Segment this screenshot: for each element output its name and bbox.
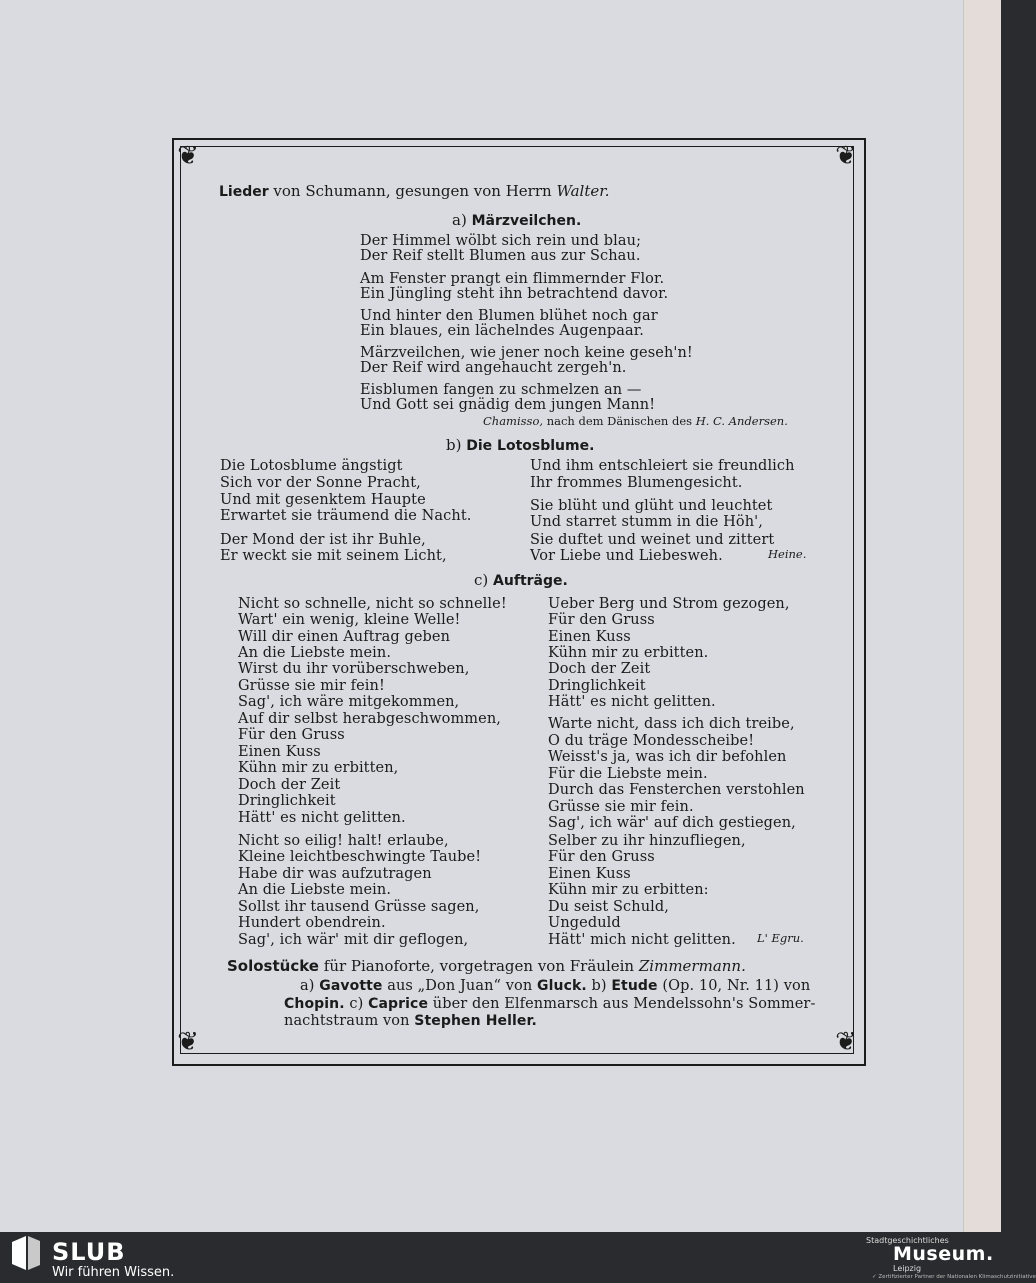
corner-ornament-icon: ❦ <box>177 141 199 171</box>
verse-line: Und mit gesenktem Haupte <box>220 492 426 508</box>
verse-line: An die Liebste mein. <box>238 645 392 661</box>
verse-line: Kühn mir zu erbitten: <box>548 882 709 898</box>
museum-certification: ✓ Zertifizierter Partner der Nationalen Klimaschutzinitiative <box>872 1274 1036 1280</box>
verse-line: Einen Kuss <box>238 744 321 760</box>
verse-line: Einen Kuss <box>548 629 631 645</box>
verse-line: Märzveilchen, wie jener noch keine geseh'n! <box>360 345 693 361</box>
verse-line: Ungeduld <box>548 915 621 931</box>
verse-line: Doch der Zeit <box>548 661 651 677</box>
museum-city: Leipzig <box>893 1264 922 1273</box>
verse-line: Der Himmel wölbt sich rein und blau; <box>360 233 642 249</box>
verse-line: Ueber Berg und Strom gezogen, <box>548 596 790 612</box>
corner-ornament-icon: ❦ <box>835 1027 857 1057</box>
corner-ornament-icon: ❦ <box>177 1027 199 1057</box>
verse-line: Eisblumen fangen zu schmelzen an — <box>360 382 642 398</box>
verse-line: Sag', ich wäre mitgekommen, <box>238 694 460 710</box>
verse-line: Sie duftet und weinet und zittert <box>530 532 775 548</box>
solo-line-2: Chopin. c) Caprice über den Elfenmarsch aus Mendelssohn's Sommer- <box>284 996 816 1012</box>
verse-line: Und ihm entschleiert sie freundlich <box>530 458 795 474</box>
verse-line: An die Liebste mein. <box>238 882 392 898</box>
verse-line: Sich vor der Sonne Pracht, <box>220 475 421 491</box>
verse-line: Erwartet sie träumend die Nacht. <box>220 508 472 524</box>
solo-line-3: nachtstraum von Stephen Heller. <box>284 1013 537 1029</box>
verse-line: Für den Gruss <box>238 727 345 743</box>
verse-line: Ein blaues, ein lächelndes Augenpaar. <box>360 323 644 339</box>
verse-line: Der Mond der ist ihr Buhle, <box>220 532 426 548</box>
verse-line: Hätt' es nicht gelitten. <box>548 694 716 710</box>
verse-line: Und Gott sei gnädig dem jungen Mann! <box>360 397 656 413</box>
lieder-heading: Lieder von Schumann, gesungen von Herrn Walter. <box>219 182 610 200</box>
corner-ornament-icon: ❦ <box>835 141 857 171</box>
song-a-attribution: Chamisso, nach dem Dänischen des H. C. Andersen. <box>483 414 788 428</box>
verse-line: Vor Liebe und Liebesweh. <box>530 548 723 564</box>
song-b-attribution: Heine. <box>768 547 807 561</box>
verse-line: Grüsse sie mir fein. <box>548 799 694 815</box>
verse-line: Kühn mir zu erbitten, <box>238 760 399 776</box>
verse-line: Wirst du ihr vorüberschweben, <box>238 661 470 677</box>
verse-line: Hätt' mich nicht gelitten. <box>548 932 736 948</box>
song-a-title: a) Märzveilchen. <box>452 211 582 229</box>
slub-tagline: Wir führen Wissen. <box>52 1265 175 1280</box>
verse-line: Warte nicht, dass ich dich treibe, <box>548 716 795 732</box>
verse-line: Für den Gruss <box>548 612 655 628</box>
verse-line: Hätt' es nicht gelitten. <box>238 810 406 826</box>
verse-line: Doch der Zeit <box>238 777 341 793</box>
verse-line: Sag', ich wär' auf dich gestiegen, <box>548 815 796 831</box>
verse-line: Sag', ich wär' mit dir geflogen, <box>238 932 469 948</box>
verse-line: Nicht so schnelle, nicht so schnelle! <box>238 596 507 612</box>
verse-line: Sollst ihr tausend Grüsse sagen, <box>238 899 480 915</box>
verse-line: Grüsse sie mir fein! <box>238 678 385 694</box>
verse-line: Für den Gruss <box>548 849 655 865</box>
verse-line: Am Fenster prangt ein flimmernder Flor. <box>360 271 665 287</box>
footer-bar <box>0 1232 1036 1283</box>
museum-subtitle: Stadtgeschichtliches <box>866 1236 949 1245</box>
verse-line: Weisst's ja, was ich dir befohlen <box>548 749 787 765</box>
verse-line: O du träge Mondesscheibe! <box>548 733 755 749</box>
verse-line: Und starret stumm in die Höh', <box>530 514 763 530</box>
verse-line: Dringlichkeit <box>238 793 336 809</box>
verse-line: Ein Jüngling steht ihn betrachtend davor. <box>360 286 669 302</box>
next-page-edge <box>963 0 1001 1232</box>
verse-line: Ihr frommes Blumengesicht. <box>530 475 743 491</box>
verse-line: Du seist Schuld, <box>548 899 669 915</box>
verse-line: Und hinter den Blumen blühet noch gar <box>360 308 658 324</box>
verse-line: Habe dir was aufzutragen <box>238 866 432 882</box>
verse-line: Kleine leichtbeschwingte Taube! <box>238 849 482 865</box>
museum-name: Museum. <box>893 1243 994 1265</box>
verse-line: Hundert obendrein. <box>238 915 386 931</box>
song-b-title: b) Die Lotosblume. <box>446 436 595 454</box>
verse-line: Die Lotosblume ängstigt <box>220 458 403 474</box>
verse-line: Kühn mir zu erbitten. <box>548 645 709 661</box>
solo-line-1: a) Gavotte aus „Don Juan“ von Gluck. b) Etude (Op. 10, Nr. 11) von <box>300 978 811 994</box>
verse-line: Sie blüht und glüht und leuchtet <box>530 498 773 514</box>
verse-line: Dringlichkeit <box>548 678 646 694</box>
verse-line: Selber zu ihr hinzufliegen, <box>548 833 746 849</box>
verse-line: Er weckt sie mit seinem Licht, <box>220 548 447 564</box>
slub-logo-icon <box>12 1236 40 1270</box>
slub-name: SLUB <box>52 1238 126 1266</box>
verse-line: Für die Liebste mein. <box>548 766 708 782</box>
verse-line: Einen Kuss <box>548 866 631 882</box>
verse-line: Wart' ein wenig, kleine Welle! <box>238 612 461 628</box>
song-c-attribution: L' Egru. <box>757 931 804 945</box>
verse-line: Will dir einen Auftrag geben <box>238 629 451 645</box>
verse-line: Auf dir selbst herabgeschwommen, <box>238 711 501 727</box>
solo-heading: Solostücke für Pianoforte, vorgetragen von Fräulein Zimmermann. <box>227 957 746 975</box>
verse-line: Nicht so eilig! halt! erlaube, <box>238 833 449 849</box>
song-c-title: c) Aufträge. <box>474 571 568 589</box>
verse-line: Durch das Fensterchen verstohlen <box>548 782 805 798</box>
verse-line: Der Reif stellt Blumen aus zur Schau. <box>360 248 641 264</box>
verse-line: Der Reif wird angehaucht zergeh'n. <box>360 360 627 376</box>
